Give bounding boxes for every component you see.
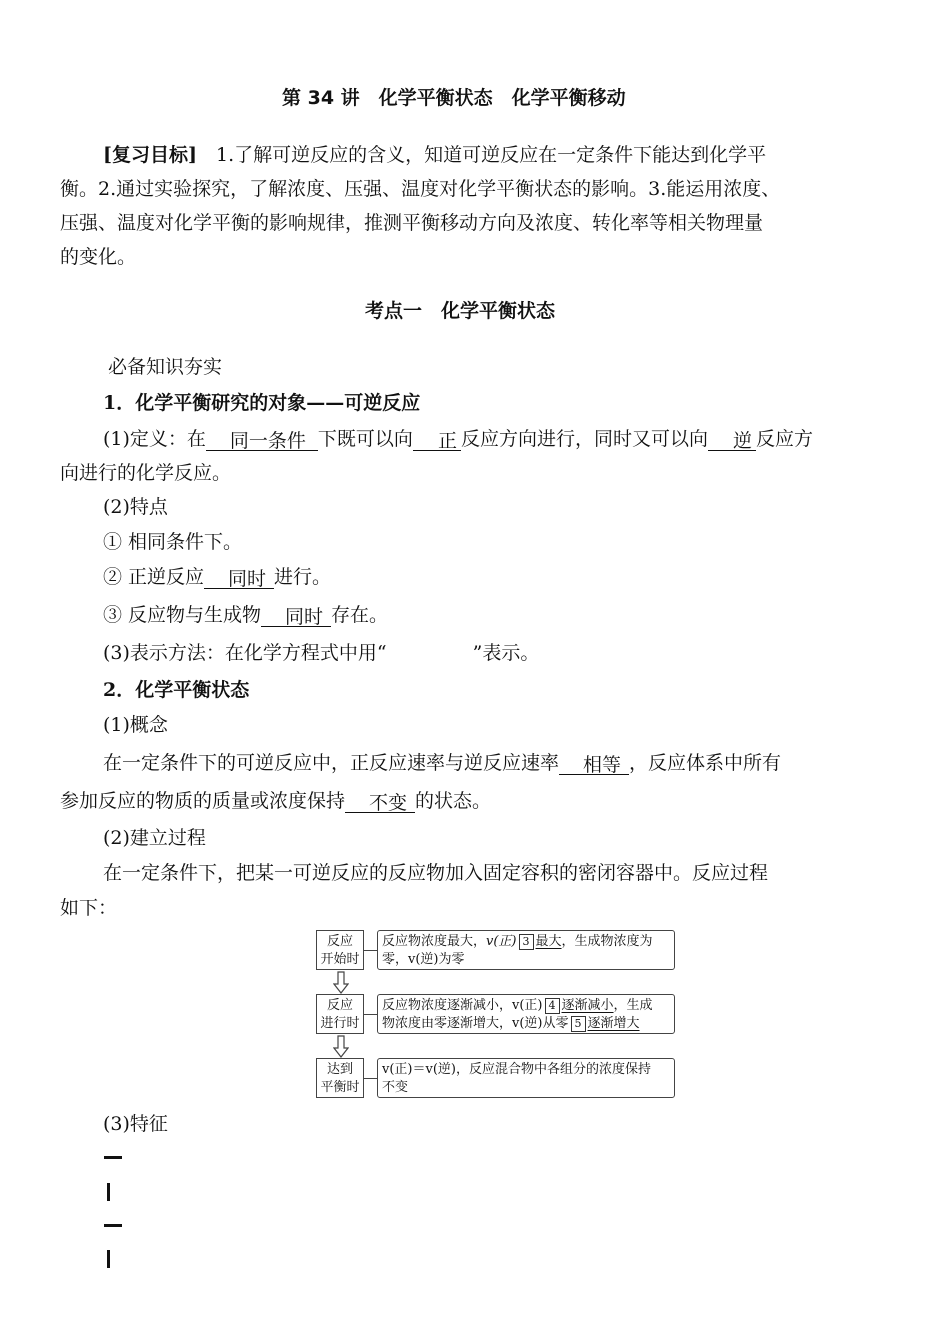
def-text-3: 反应方向进行，同时又可以向: [460, 428, 708, 450]
objectives-line-1: [103, 143, 766, 167]
heading-equilibrium-state: 2．化学平衡状态: [103, 679, 250, 701]
def-text-4: 反应方: [755, 428, 813, 450]
section-title: 考点一 化学平衡状态: [365, 300, 556, 322]
concept-line-2: 参加反应的物质的质量或浓度保持 不变 的状态。: [60, 790, 492, 814]
feature-1: ① 相同条件下。: [103, 531, 243, 553]
connector-2: [364, 1014, 377, 1015]
feature-2: ② 正逆反应 同时 进行。: [103, 566, 332, 590]
process-text-2: 如下：: [60, 897, 118, 919]
definition-line-2: 向进行的化学反应。: [60, 462, 232, 484]
stage-start-box: 反应 开始时: [316, 930, 364, 970]
concept-answer-1: 相等: [559, 753, 629, 775]
stage-equilibrium-box: 达到 平衡时: [316, 1058, 364, 1098]
heading-reversible-reaction: 1．化学平衡研究的对象——可逆反应: [103, 392, 421, 414]
stage-equilibrium-text: v(正)＝v(逆)，反应混合物中各组分的浓度保持 不变: [377, 1058, 675, 1098]
def-answer-1: 同一条件: [206, 429, 318, 451]
stage-progress-box: 反应 进行时: [316, 994, 364, 1034]
down-arrow-icon: [333, 971, 349, 995]
def-text-1: (1)定义：在: [103, 428, 206, 450]
process-label: (2)建立过程: [103, 827, 206, 849]
objectives-label: [复习目标]: [103, 144, 197, 166]
objectives-line-4: 的变化。: [60, 246, 137, 268]
subsection-title: 必备知识夯实: [108, 356, 223, 378]
vertical-rule-mark: [107, 1250, 110, 1268]
process-text-1: 在一定条件下，把某一可逆反应的反应物加入固定容积的密闭容器中。反应过程: [103, 862, 769, 884]
characteristics-label: (3)特征: [103, 1113, 168, 1135]
features-label: (2)特点: [103, 496, 168, 518]
vertical-rule-mark: [107, 1183, 110, 1201]
objectives-text-1: 1.了解可逆反应的含义，知道可逆反应在一定条件下能达到化学平: [196, 144, 767, 166]
concept-answer-2: 不变: [345, 791, 415, 813]
def-answer-3: 逆: [708, 429, 756, 451]
stage-progress-text: 反应物浓度逐渐减小，v(正) 4 逐渐减小，生成 物浓度由零逐渐增大，v(逆)从零 5 逐渐增大: [377, 994, 675, 1034]
stage-start-text: 反应物浓度最大，v(正) 3 最大，生成物浓度为 零，v(逆)为零: [377, 930, 675, 970]
horizontal-rule-mark: [104, 1156, 122, 1159]
def-answer-2: 正: [413, 429, 461, 451]
feature-2-answer: 同时: [204, 567, 274, 589]
concept-label: (1)概念: [103, 714, 168, 736]
horizontal-rule-mark: [104, 1224, 122, 1227]
concept-line-1: 在一定条件下的可逆反应中，正反应速率与逆反应速率 相等 ，反应体系中所有: [103, 752, 782, 776]
page-title: 第 34 讲 化学平衡状态 化学平衡移动: [282, 87, 626, 109]
connector-3: [364, 1078, 377, 1079]
feature-3: ③ 反应物与生成物 同时 存在。: [103, 604, 389, 628]
def-text-2: 下既可以向: [317, 428, 413, 450]
representation-line: (3)表示方法：在化学方程式中用“ ”表示。: [103, 642, 540, 664]
objectives-line-3: 压强、温度对化学平衡的影响规律，推测平衡移动方向及浓度、转化率等相关物理量: [60, 212, 764, 234]
connector-1: [364, 950, 377, 951]
feature-3-answer: 同时: [261, 605, 331, 627]
definition-line-1: [103, 427, 813, 451]
down-arrow-icon: [333, 1035, 349, 1059]
objectives-line-2: 衡。2.通过实验探究，了解浓度、压强、温度对化学平衡状态的影响。3.能运用浓度、: [60, 178, 781, 200]
